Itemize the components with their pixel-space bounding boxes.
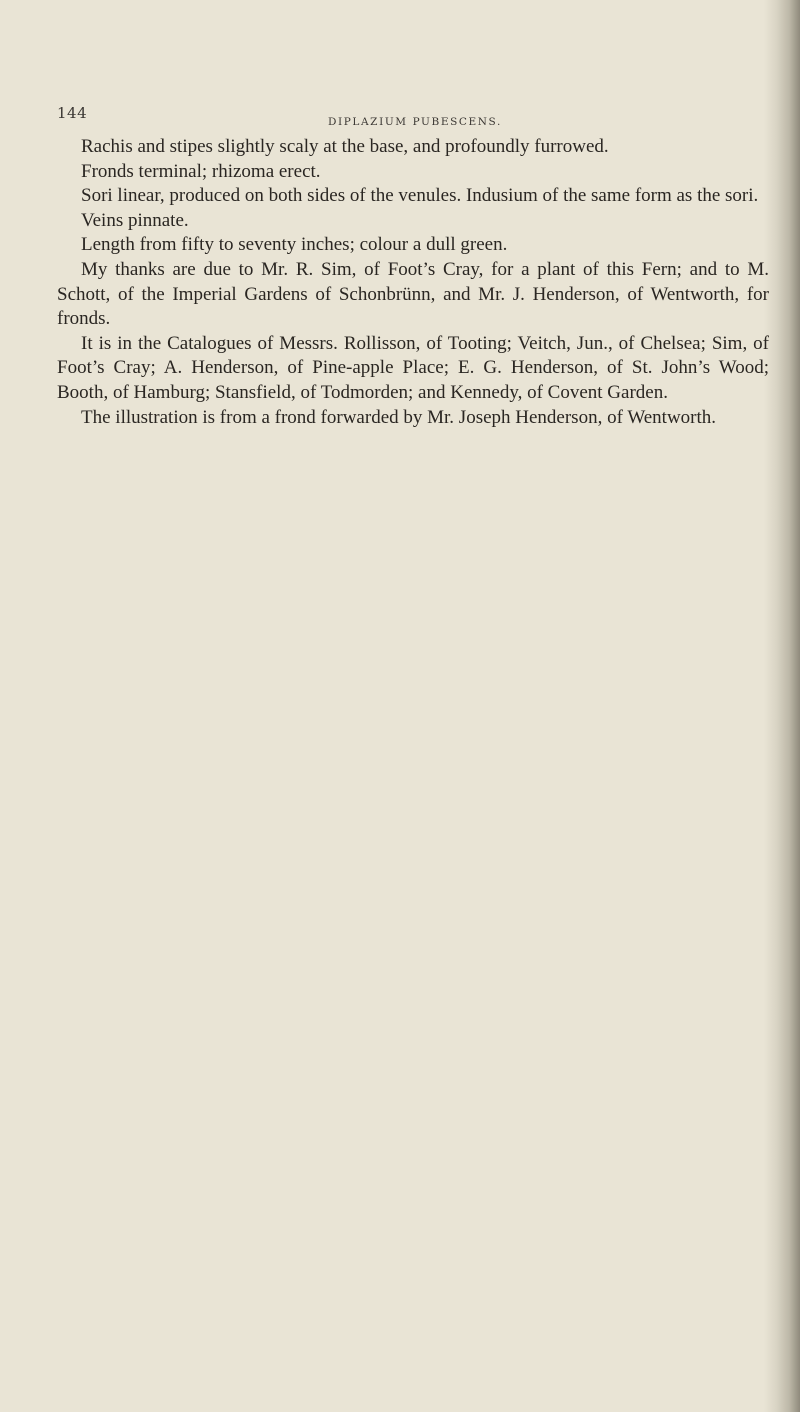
paragraph-sori: Sori linear, produced on both sides of the venules. Indusium of the same form as the sori. [81,185,759,207]
paragraph-illustration: The illustration is from a frond forwarded by Mr. Joseph Henderson, of Wentworth. [81,406,717,428]
paragraph-thanks: My thanks are due to Mr. R. Sim, of Foot’s Cray, for a plant of this Fern; and to M. Schott, of the Imperial Gardens of Schonbrünn, and Mr. J. Henderson, of Wentworth, for fronds. [57,258,769,330]
page-edge-shadow [764,0,800,1412]
running-head: DIPLAZIUM PUBESCENS. [328,116,502,128]
paragraph-catalogues: It is in the Catalogues of Messrs. Rollisson, of Tooting; Veitch, Jun., of Chelsea; Sim, of Foot’s Cray; A. Henderson, of Pine-apple Place; E. G. Henderson, of St. John’s Wood; Booth, of Hamburg; Stansfield, of Todmorden; and Kennedy, of Covent Garden. [57,332,769,403]
page-number: 144 [57,104,88,122]
paragraph-fronds: Fronds terminal; rhizoma erect. [81,160,321,182]
paragraph-rachis: Rachis and stipes slightly scaly at the base, and profoundly furrowed. [81,136,609,157]
body-text [57,135,769,430]
paragraph-veins: Veins pinnate. [81,209,189,231]
paragraph-length: Length from fifty to seventy inches; colour a dull green. [81,234,508,256]
